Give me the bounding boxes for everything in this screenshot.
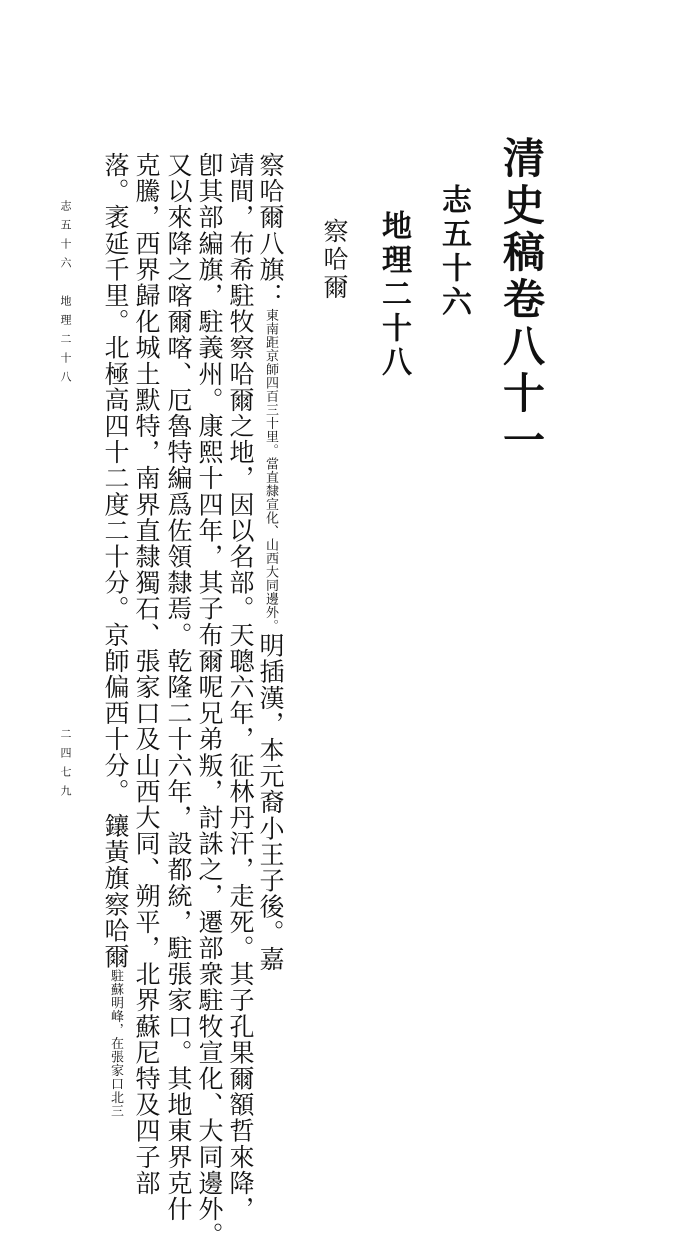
body-line-1-main: 察哈爾八旗： (256, 152, 285, 309)
section-title: 志五十六 (436, 184, 471, 320)
body-line-1-note: 東南距京師四百三十里。當直隸宣化、山西大同邊外。 (263, 308, 278, 633)
body-line-6 (100, 152, 130, 1118)
body-line-6-main: 落。袤延千里。北極高四十二度二十分。京師偏西十分。 (101, 152, 130, 805)
body-line-1-rest: 明插漢，本元裔小王子後。嘉 (256, 632, 285, 972)
body-line-2-main: 靖間，布希駐牧察哈爾之地，因以名部。天聰六年，征林丹汗，走死。其子孔果爾額哲來降， (226, 152, 255, 1223)
body-line-1 (255, 152, 285, 972)
region-heading: 察哈爾 (320, 218, 349, 302)
running-header: 志五十六 地理二十八 (59, 200, 72, 390)
body-line-6-rest: 鑲黃旗察哈爾 (101, 812, 130, 970)
body-line-3-main: 卽其部編旗，駐義州。康熙十四年，其子布爾呢兄弟叛，討誅之，遷部衆駐牧宣化、大同邊外。 (195, 152, 224, 1248)
body-line-5-main: 克騰，西界歸化城土默特，南界直隸獨石、張家口及山西大同、朔平，北界蘇尼特及四子部 (132, 152, 161, 1196)
body-line-4 (163, 152, 193, 1223)
chapter-title: 地理二十八 (376, 210, 411, 380)
page-number: 二四七九 (59, 728, 72, 804)
body-line-6-note: 駐蘇明峰，在張家口北三 (108, 969, 123, 1118)
body-line-3 (194, 152, 224, 1248)
body-line-2 (225, 152, 255, 1223)
body-line-4-main: 又以來降之喀爾喀、厄魯特編爲佐領隸焉。乾隆二十六年，設都統，駐張家口。其地東界克什 (164, 152, 193, 1223)
body-line-5 (131, 152, 161, 1196)
book-title: 清史稿卷八十一 (497, 136, 546, 465)
